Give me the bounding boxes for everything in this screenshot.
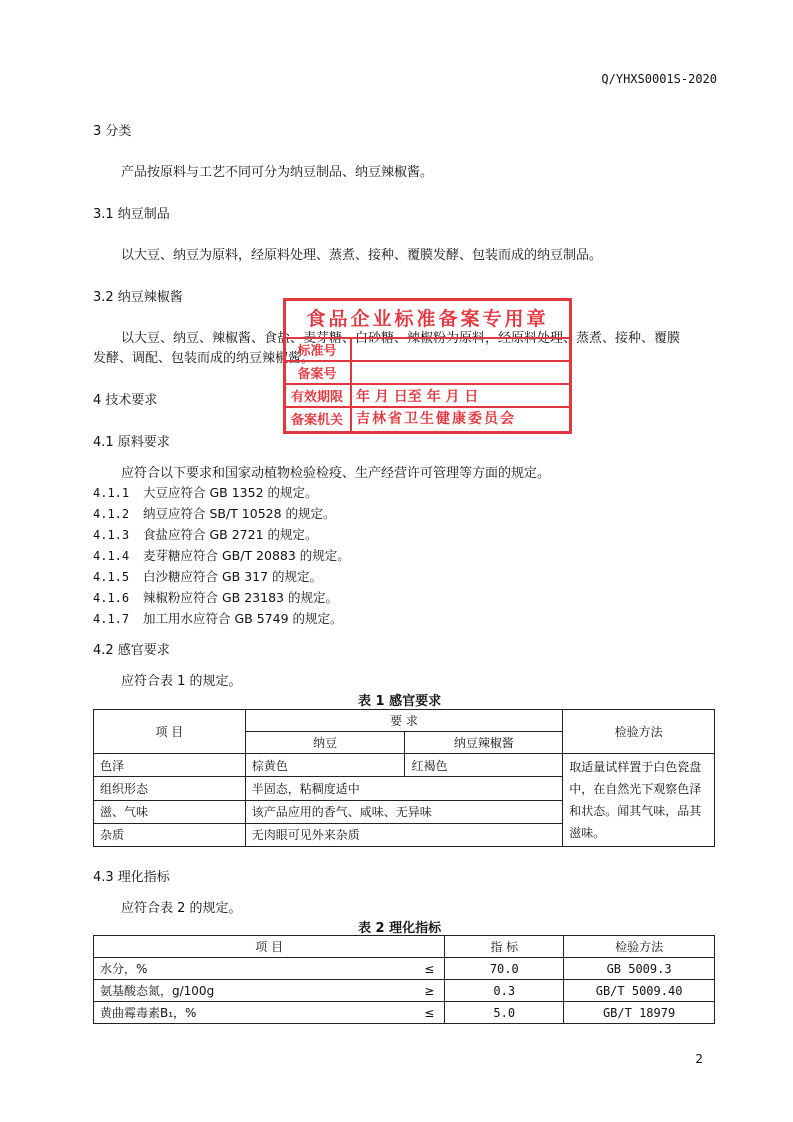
stamp-label-authority: 备案机关 — [290, 413, 343, 428]
list-item: 4.1.7 加工用水应符合 GB 5749 的规定。 — [93, 611, 343, 626]
table-header-natto-chili: 纳豆辣椒酱 — [405, 732, 563, 754]
table-cell: 该产品应用的香气、咸味、无异味 — [245, 800, 562, 823]
list-item: 4.1.3 食盐应符合 GB 2721 的规定。 — [93, 527, 318, 542]
table-cell: 氨基酸态氮，g/100g — [94, 980, 407, 1002]
table-row — [94, 1002, 715, 1024]
table-cell: 半固态，粘稠度适中 — [245, 777, 562, 800]
table-cell: 棕黄色 — [245, 754, 405, 777]
table-row — [94, 958, 715, 980]
list-item: 4.1.2 纳豆应符合 SB/T 10528 的规定。 — [93, 506, 336, 521]
table-header-requirement: 要 求 — [245, 710, 562, 732]
stamp-label-validity: 有效期限 — [290, 390, 343, 405]
table-1-caption: 表 1 感官要求 — [358, 694, 442, 709]
table-header-index: 指 标 — [445, 936, 564, 958]
stamp-label-filing-no: 备案号 — [297, 367, 337, 382]
table-cell: ≥ — [407, 980, 445, 1002]
section-3-1-title: 3.1 纳豆制品 — [93, 207, 170, 222]
table-cell: ≤ — [407, 958, 445, 980]
list-item: 4.1.5 白沙糖应符合 GB 317 的规定。 — [93, 569, 323, 584]
section-3-title: 3 分类 — [93, 124, 132, 139]
table-cell: GB 5009.3 — [564, 958, 715, 980]
table-header-natto: 纳豆 — [245, 732, 405, 754]
table-cell: 组织形态 — [94, 777, 246, 800]
list-item: 4.1.1 大豆应符合 GB 1352 的规定。 — [93, 485, 318, 500]
standard-code: Q/YHXS0001S-2020 — [601, 72, 717, 86]
section-4-2-text: 应符合表 1 的规定。 — [121, 674, 242, 689]
table-cell: 5.0 — [445, 1002, 564, 1024]
table-cell: GB/T 18979 — [564, 1002, 715, 1024]
table-cell: 滋、气味 — [94, 800, 246, 823]
table-header-item: 项 目 — [94, 710, 246, 754]
section-3-text: 产品按原料与工艺不同可分为纳豆制品、纳豆辣椒酱。 — [121, 165, 434, 180]
table-header-method: 检验方法 — [564, 936, 715, 958]
section-3-1-text: 以大豆、纳豆为原料，经原料处理、蒸煮、接种、覆膜发酵、包装而成的纳豆制品。 — [121, 248, 603, 263]
table-cell: 色泽 — [94, 754, 246, 777]
stamp-label-standard-no: 标准号 — [297, 344, 337, 359]
table-header-method: 检验方法 — [563, 710, 715, 754]
table-row — [94, 754, 715, 777]
list-item: 4.1.4 麦芽糖应符合 GB/T 20883 的规定。 — [93, 548, 350, 563]
table-cell: 水分，% — [94, 958, 407, 980]
section-3-2-title: 3.2 纳豆辣椒酱 — [93, 290, 183, 305]
table-header-item: 项 目 — [94, 936, 445, 958]
page-number: 2 — [695, 1052, 703, 1066]
table-row — [94, 980, 715, 1002]
sensory-table — [93, 709, 715, 847]
section-3-2-text-line2: 发酵、调配、包装而成的纳豆辣椒酱。 — [93, 351, 315, 366]
section-4-3-title: 4.3 理化指标 — [93, 870, 170, 885]
physicochemical-table — [93, 935, 715, 1024]
section-4-3-text: 应符合表 2 的规定。 — [121, 901, 242, 916]
table-cell: 杂质 — [94, 823, 246, 846]
filing-stamp — [283, 298, 572, 434]
table-cell: 黄曲霉毒素B₁，% — [94, 1002, 407, 1024]
table-2-caption: 表 2 理化指标 — [358, 921, 442, 936]
table-cell: 红褐色 — [405, 754, 563, 777]
table-cell: 0.3 — [445, 980, 564, 1002]
table-cell: 70.0 — [445, 958, 564, 980]
table-cell: GB/T 5009.40 — [564, 980, 715, 1002]
section-3-2-text-line1: 以大豆、纳豆、辣椒酱、食盐、麦芽糖、白砂糖、辣椒粉为原料，经原料处理、蒸煮、接种、覆膜 — [121, 331, 681, 346]
stamp-title: 食品企业标准备案专用章 — [306, 308, 549, 330]
section-4-1-title: 4.1 原料要求 — [93, 435, 170, 450]
table-cell: ≤ — [407, 1002, 445, 1024]
section-4-2-title: 4.2 感官要求 — [93, 643, 170, 658]
inspection-method-cell: 取适量试样置于白色瓷盘 中，在自然光下观察色泽 和状态。闻其气味，品其 滋味。 — [563, 754, 715, 847]
stamp-authority-value: 吉林省卫生健康委员会 — [356, 411, 516, 427]
section-4-title: 4 技术要求 — [93, 393, 158, 408]
stamp-validity-value: 年 月 日至 年 月 日 — [356, 389, 479, 405]
section-4-1-text: 应符合以下要求和国家动植物检验检疫、生产经营许可管理等方面的规定。 — [121, 466, 551, 481]
table-cell: 无肉眼可见外来杂质 — [245, 823, 562, 846]
list-item: 4.1.6 辣椒粉应符合 GB 23183 的规定。 — [93, 590, 338, 605]
